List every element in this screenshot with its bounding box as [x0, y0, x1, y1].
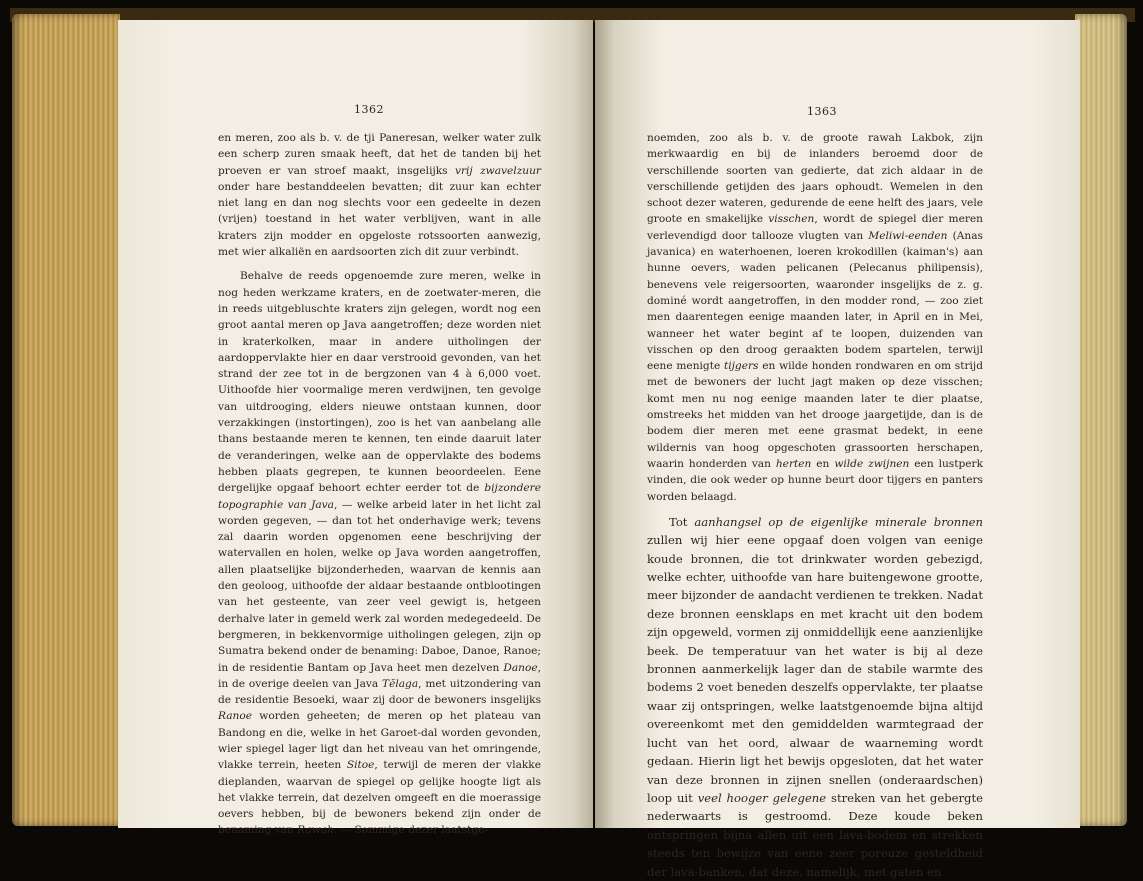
- text-run: , in de overige deelen van Java: [218, 661, 541, 690]
- paragraph: [218, 130, 541, 260]
- italic-text-run: Rawah: [297, 824, 334, 837]
- text-run: . — Sommige dezer laatstge-: [333, 824, 489, 837]
- italic-text-run: veel hooger gelegene: [697, 790, 827, 805]
- italic-text-run: visschen: [768, 213, 815, 226]
- text-run: noemden, zoo als b. v. de groote rawah Lakbok, zijn merkwaardig en bij de inlanders beroemd door de verschillende soorten van gedierte, dat zich aldaar in de verschillende getijden des jaars ophoudt. Wemelen in den schoot dezer wateren, gedurende de eene helft des jaars, vele groote en smakelijke: [647, 132, 983, 226]
- italic-text-run: bijzondere topographie van Java: [218, 482, 541, 511]
- italic-text-run: Tĕlaga: [382, 677, 419, 690]
- right-page: [595, 20, 1080, 879]
- page-number-left: 1362: [354, 103, 384, 116]
- left-page-block-edge: [12, 14, 120, 826]
- text-run: , — welke arbeid later in het licht zal worden gegeven, — dan tot het onderhavige werk; tevens zal daarin worden opgenomen eene beschrijving der watervallen en holen, welke op Java worden aangetroffen, allen plaatselijke bijzonderheden, waarvan de kennis aan den geoloog, uithoofde der aldaar bestaande ontblootingen van het gesteente, van zeer veel gewigt is, hetgeen derhalve later in gemeld werk zal worden medegedeeld. De bergmeren, in bekkenvormige uitholingen gelegen, zijn op Sumatra bekend onder de benaming: Daboe, Danoe, Ranoe; in de residentie Bantam op Java heet men dezelven: [218, 498, 541, 674]
- italic-text-run: wilde zwijnen: [834, 457, 910, 470]
- text-run: zullen wij hier eene opgaaf doen volgen van eenige koude bronnen, die tot drinkwater worden gebezigd, welke echter, uithoofde van hare buitengewone grootte, meer bijzonder de aandacht verdienen te trekken. Nadat deze bronnen eensklaps en met kracht uit den bodem zijn opgeweld, vormen zij onmiddellijk eene aanzienlijke beek. De temperatuur van het water is bij al deze bronnen aanmerkelijk lager dan de stabile warmte des bodems 2 voet beneden deszelfs oppervlakte, ter plaatse waar zij ontspringen, welke laatstgenoemde bijna altijd overeenkomt met den gemiddelden warmtegraad der lucht van het oord, alwaar de waarneming wordt gedaan. Hierin ligt het bewijs opgesloten, dat het water van deze bronnen in zijnen snellen (onderaardschen) loop uit: [647, 533, 983, 805]
- text-run: onder hare bestanddeelen bevatten; dit zuur kan echter niet lang en dan nog slechts voor een gedeelte in dezen (vrijen) toestand in het water verblijven, want in alle kraters zijn modder en opgeloste rotssoorten aanwezig, met wier alkaliën en aardsoorten zich dit zuur verbindt.: [218, 180, 541, 259]
- text-run: een lustperk vinden, die ook weder op hunne beurt door tijgers en panters worden belaagd.: [647, 457, 984, 503]
- paragraph: [218, 268, 541, 838]
- left-page: [118, 20, 593, 837]
- text-run: en: [811, 457, 835, 470]
- italic-text-run: aanhangsel op de eigenlijke minerale bronnen: [694, 514, 983, 529]
- text-run: , wordt de spiegel dier meren verlevendigd door tallooze vlugten van: [647, 213, 984, 242]
- italic-text-run: Meliwi-eenden: [868, 229, 948, 242]
- italic-text-run: vrij zwavelzuur: [454, 164, 541, 177]
- italic-text-run: Sitoe: [346, 759, 375, 772]
- text-run: en meren, zoo als b. v. de tji Paneresan, welker water zulk een scherp zuren smaak heeft, dat het de tanden bij het proeven er van stroef maakt, insgelijks: [218, 132, 541, 177]
- text-run: streken van het gebergte nederwaarts is gestroomd. Deze koude beken ontspringen bijna allen uit een lava-bodem en strekken steeds ten bewijze van eene zeer poreuze gesteldheid der lava-banken, dat deze, namelijk, met gaten en: [647, 790, 983, 879]
- text-run: , terwijl de meren der vlakke dieplanden, waarvan de spiegel op gelijke hoogte ligt als het vlakke terrein, dat dezelven omgeeft en die moerassige oevers hebben, bij de bewoners bekend zijn onder de benaming van: [218, 759, 542, 837]
- paragraph: [647, 130, 983, 505]
- right-page-text: [647, 130, 983, 881]
- text-run: en wilde honden rondwaren en om strijd met de bewoners der lucht jagt maken op deze visschen; komt men nu nog eenige maanden later te dier plaatse, omstreeks het midden van het drooge jaargetijde, dan is de bodem dier meren met eene grasmat bedekt, in eene wildernis van hoog opgeschoten grassoorten herschapen, waarin honderden van: [647, 360, 983, 470]
- page-number-right: 1363: [807, 105, 837, 118]
- paragraph: [647, 513, 983, 881]
- text-run: Tot: [669, 514, 695, 529]
- text-run: worden geheeten; de meren op het plateau van Bandong en die, welke in het Garoet-dal worden gevonden, wier spiegel lager ligt dan het niveau van het omringende, vlakke terrein, heeten: [218, 710, 541, 772]
- italic-text-run: Danoe: [503, 661, 538, 674]
- italic-text-run: herten: [775, 457, 812, 470]
- left-page-text: [218, 130, 541, 839]
- text-run: , met uitzondering van de residentie Besoeki, waar zij door de bewoners insgelijks: [218, 677, 541, 707]
- text-run: (Anas javanica) en waterhoenen, loeren krokodillen (kaiman's) aan hunne oevers, waden pelicanen (Pelecanus philipensis), benevens vele reigersoorten, waaronder insgelijks de z. g. dominé wordt aangetroffen, in den modder rond, — zoo ziet men daarentegen eenige maanden later, in April en in Mei, wanneer het water begint af te loopen, duizenden van visschen op den droog geraakten bodem spartelen, terwijl eene menigte: [647, 229, 983, 373]
- right-page-block-edge: [1075, 14, 1127, 826]
- italic-text-run: tijgers: [723, 360, 759, 373]
- text-run: Behalve de reeds opgenoemde zure meren, welke in nog heden werkzame kraters, en de zoetwater-meren, die in reeds uitgebluschte kraters zijn gelegen, wordt nog een groot aantal meren op Java aangetroffen; deze worden niet in kraterkolken, maar in andere uitholingen der aardoppervlakte hier en daar verstrooid gevonden, van het strand der zee tot in de bergzonen van 4 à 6,000 voet. Uithoofde hier voormalige meren verdwijnen, ten gevolge van uitdrooging, elders nieuwe ontstaan kunnen, door verzakkingen (instortingen), zoo is het van aanbelang alle thans bestaande meren te kennen, ten einde daaruit later de veranderingen, welke aan de oppervlakte des bodems hebben plaats gegrepen, te kunnen beoordeelen. Eene dergelijke opgaaf behoort echter eerder tot de: [218, 270, 541, 495]
- italic-text-run: Ranoe: [218, 710, 253, 723]
